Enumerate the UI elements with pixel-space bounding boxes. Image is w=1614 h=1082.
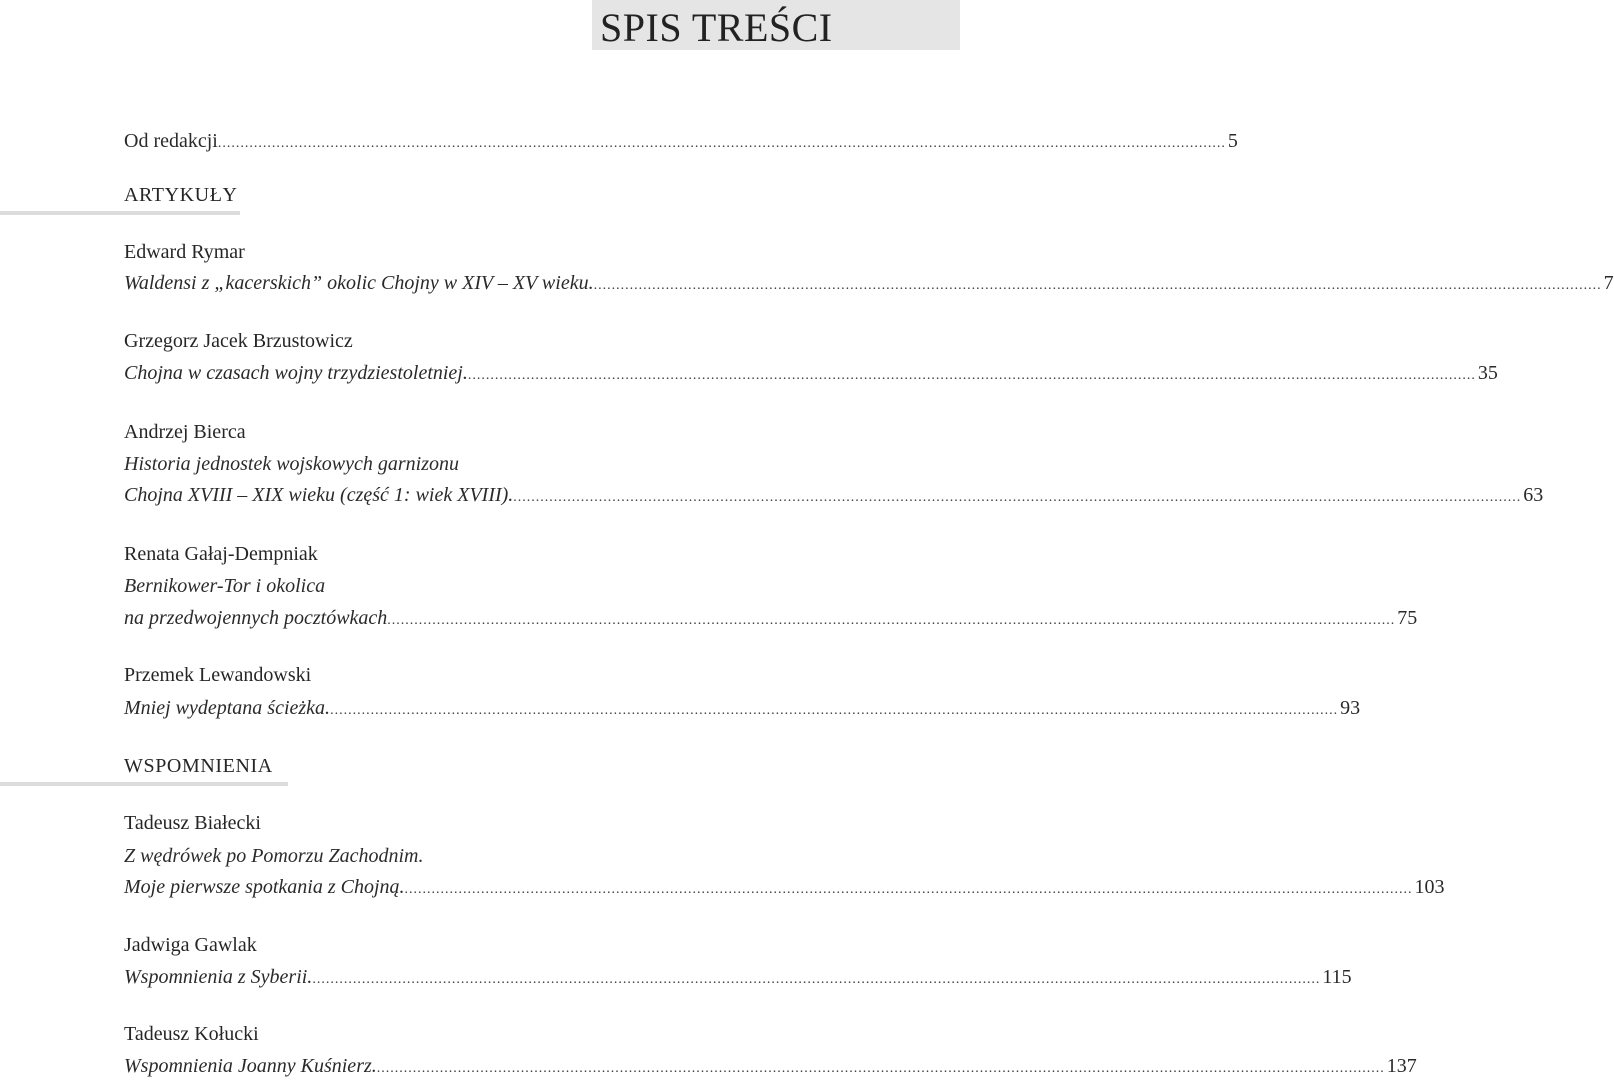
entry-title: na przedwojennych pocztówkach — [124, 607, 388, 629]
toc-entry[interactable] — [124, 272, 1614, 298]
page-title: SPIS TREŚCI — [600, 5, 833, 50]
entry-title: Chojna XVIII – XIX wieku (część 1: wiek XVIII). — [124, 484, 514, 506]
page-number: 5 — [1227, 130, 1238, 152]
dot-leader: ................................................................................................................................................................................................................................ — [376, 1061, 1385, 1076]
page-number: 63 — [1523, 484, 1544, 506]
dot-leader: ................................................................................................................................................................................................................................ — [330, 703, 1339, 718]
entry-title-line: Z wędrówek po Pomorzu Zachodnim. — [124, 845, 424, 867]
dot-leader: ................................................................................................................................................................................................................................ — [387, 613, 1396, 628]
page-number: 137 — [1386, 1055, 1417, 1077]
toc-entry[interactable] — [124, 876, 1445, 902]
dot-leader: ................................................................................................................................................................................................................................ — [467, 368, 1476, 383]
page-number: 75 — [1397, 607, 1418, 629]
entry-author: Renata Gałaj-Dempniak — [124, 543, 318, 565]
toc-entry[interactable] — [124, 362, 1498, 388]
entry-author: Przemek Lewandowski — [124, 664, 312, 686]
toc-entry[interactable] — [124, 697, 1361, 723]
entry-title-line: Historia jednostek wojskowych garnizonu — [124, 453, 459, 475]
entry-title: Wspomnienia z Syberii. — [124, 966, 313, 988]
entry-author: Tadeusz Kołucki — [124, 1023, 259, 1045]
section-heading-memories: WSPOMNIENIA — [124, 755, 273, 777]
entry-title: Waldensi z „kacerskich” okolic Chojny w XIV – XV wieku. — [124, 272, 594, 294]
toc-entry-intro[interactable] — [124, 130, 1238, 156]
page-number: 7 — [1603, 272, 1614, 294]
entry-author: Andrzej Bierca — [124, 421, 246, 443]
dot-leader: ................................................................................................................................................................................................................................ — [513, 490, 1522, 505]
entry-title: Od redakcji — [124, 130, 218, 152]
title-banner — [592, 0, 960, 50]
toc-entry[interactable] — [124, 1055, 1417, 1081]
entry-author: Jadwiga Gawlak — [124, 934, 257, 956]
page-number: 93 — [1340, 697, 1361, 719]
entry-title-line: Bernikower-Tor i okolica — [124, 575, 326, 597]
toc-entry[interactable] — [124, 607, 1418, 633]
entry-title: Mniej wydeptana ścieżka. — [124, 697, 331, 719]
dot-leader: ................................................................................................................................................................................................................................ — [404, 882, 1413, 897]
page-number: 115 — [1322, 966, 1352, 988]
dot-leader: ................................................................................................................................................................................................................................ — [593, 278, 1602, 293]
dot-leader: ................................................................................................................................................................................................................................ — [312, 972, 1321, 987]
entry-author: Tadeusz Białecki — [124, 812, 261, 834]
entry-author: Grzegorz Jacek Brzustowicz — [124, 330, 353, 352]
entry-title: Moje pierwsze spotkania z Chojną. — [124, 876, 405, 898]
section-rule — [0, 782, 288, 786]
page-number: 103 — [1414, 876, 1445, 898]
page-number: 35 — [1477, 362, 1498, 384]
entry-author: Edward Rymar — [124, 241, 245, 263]
toc-entry[interactable] — [124, 484, 1544, 510]
toc-entry[interactable] — [124, 966, 1352, 992]
section-rule — [0, 211, 240, 215]
entry-title: Chojna w czasach wojny trzydziestoletniej. — [124, 362, 468, 384]
entry-title: Wspomnienia Joanny Kuśnierz. — [124, 1055, 377, 1077]
dot-leader: ................................................................................................................................................................................................................................ — [217, 136, 1226, 151]
section-heading-articles: ARTYKUŁY — [124, 184, 238, 206]
